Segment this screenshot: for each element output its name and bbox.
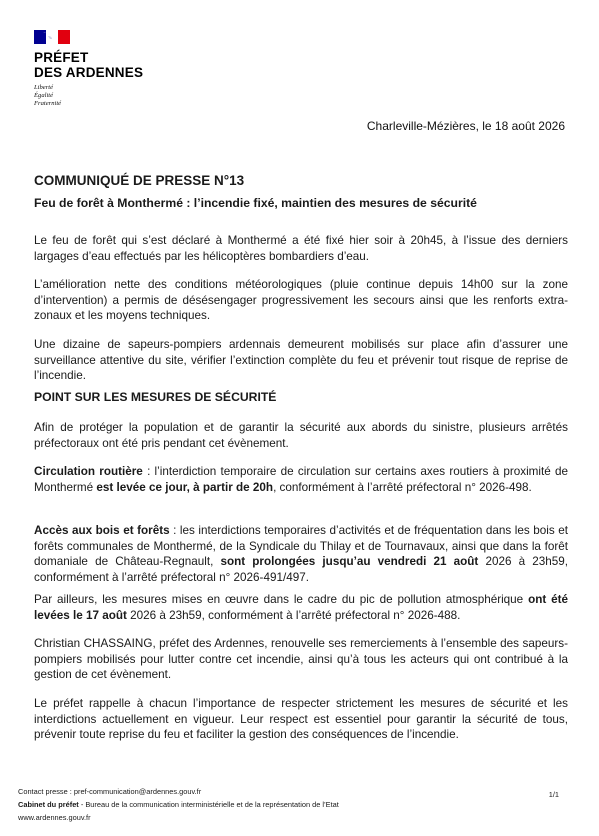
motto-liberte: Liberté	[34, 84, 54, 91]
marianne-flag-icon	[34, 30, 70, 44]
prefet-line-1: PRÉFET	[34, 50, 89, 65]
forest-access-text-2: 2026 à 23h59, conformément à l’arrêté préfectoral n° 2026-491/497.	[34, 555, 568, 585]
forest-access-text-1: : les interdictions temporaires d’activités et de fréquentation dans les bois et forêts communales de Monthermé, de la Syndicale du Thilay et de Tournavaux, ainsi que dans la forêt domaniale de Château-Regnault,	[34, 524, 568, 569]
press-release-title: COMMUNIQUÉ DE PRESSE N°13	[34, 173, 245, 188]
footer-contact	[18, 787, 563, 796]
forest-access-extended: sont prolongées jusqu’au vendredi 21 août	[220, 555, 479, 569]
road-traffic-text-2: , conformément à l’arrêté préfectoral n° 2026-498.	[273, 480, 532, 494]
prefet-line-2: DES ARDENNES	[34, 65, 144, 80]
pollution-text-2: 2026 à 23h59, conformément à l’arrêté préfectoral n° 2026-488.	[126, 608, 461, 622]
prefecture-title	[34, 50, 143, 80]
paragraph-forest-access	[34, 523, 568, 586]
paragraph-road-traffic	[34, 464, 568, 495]
press-release-subtitle: Feu de forêt à Monthermé : l’incendie fixé, maintien des mesures de sécurité	[34, 196, 477, 210]
cabinet-label: Cabinet du préfet	[18, 800, 79, 809]
paragraph-fire-fixed: Le feu de forêt qui s’est déclaré à Monthermé a été fixé hier soir à 20h45, à l’issue des derniers largages d’eau effectués par les hélicoptères bombardiers d’eau.	[34, 234, 568, 263]
paragraph-weather: L’amélioration nette des conditions météorologiques (pluie continue depuis 14h00 sur la zone d’intervention) a permis de désésengager progressivement les secours ainsi que les renforts extra-zonaux et les moyens techniques.	[34, 278, 568, 323]
road-traffic-label: Circulation routière	[34, 465, 143, 478]
footer-cabinet	[18, 800, 563, 809]
date-line: Charleville-Mézières, le 18 août 2026	[366, 119, 565, 133]
road-traffic-text-1: : l’interdiction temporaire de circulation sur certains axes routiers à proximité de Monthermé	[34, 465, 568, 494]
paragraph-firefighters: Une dizaine de sapeurs-pompiers ardennais demeurent mobilisés sur place afin d’assurer une surveillance attentive du site, vérifier l’extinction complète du feu et prévenir tout risque de reprise de l’incendie.	[34, 338, 568, 383]
contact-label: Contact presse :	[18, 787, 74, 796]
road-traffic-lifted: est levée ce jour, à partir de 20h	[96, 480, 274, 494]
republic-motto	[34, 84, 61, 109]
pollution-text-1: Par ailleurs, les mesures mises en œuvre dans le cadre du pic de pollution atmosphérique	[34, 593, 529, 606]
contact-email-link[interactable]: pref-communication@ardennes.gouv.fr	[73, 787, 202, 796]
footer-website	[18, 813, 563, 822]
motto-fraternite: Fraternité	[34, 100, 62, 108]
paragraph-reminder: Le préfet rappelle à chacun l’importance de respecter strictement les mesures de sécurité et les interdictions actuellement en vigueur. Leur respect est essentiel pour garantir la sécurité de tous, prévenir toute reprise du feu et faciliter la gestion des conséquences de l’incendie.	[34, 697, 568, 742]
section-heading: POINT SUR LES MESURES DE SÉCURITÉ	[34, 390, 277, 404]
cabinet-text: - Bureau de la communication interministérielle et de la représentation de l’Etat	[78, 800, 339, 809]
page-number: 1/1	[548, 790, 559, 799]
pollution-lifted: ont été levées le 17 août	[34, 593, 568, 622]
motto-egalite: Égalité	[34, 92, 54, 100]
paragraph-thanks: Christian CHASSAING, préfet des Ardennes, renouvelle ses remerciements à l’ensemble des sapeurs-pompiers mobilisés pour lutter contre cet incendie, ainsi qu’à tous les acteurs qui ont contribué à la gestion de cet évènement.	[34, 637, 568, 682]
website-link[interactable]: www.ardennes.gouv.fr	[18, 813, 91, 822]
paragraph-pollution	[34, 592, 568, 623]
forest-access-label: Accès aux bois et forêts	[34, 524, 170, 537]
paragraph-prefectoral-orders: Afin de protéger la population et de garantir la sécurité aux abords du sinistre, plusieurs arrêtés préfectoraux ont été pris pendant cet évènement.	[34, 421, 568, 450]
